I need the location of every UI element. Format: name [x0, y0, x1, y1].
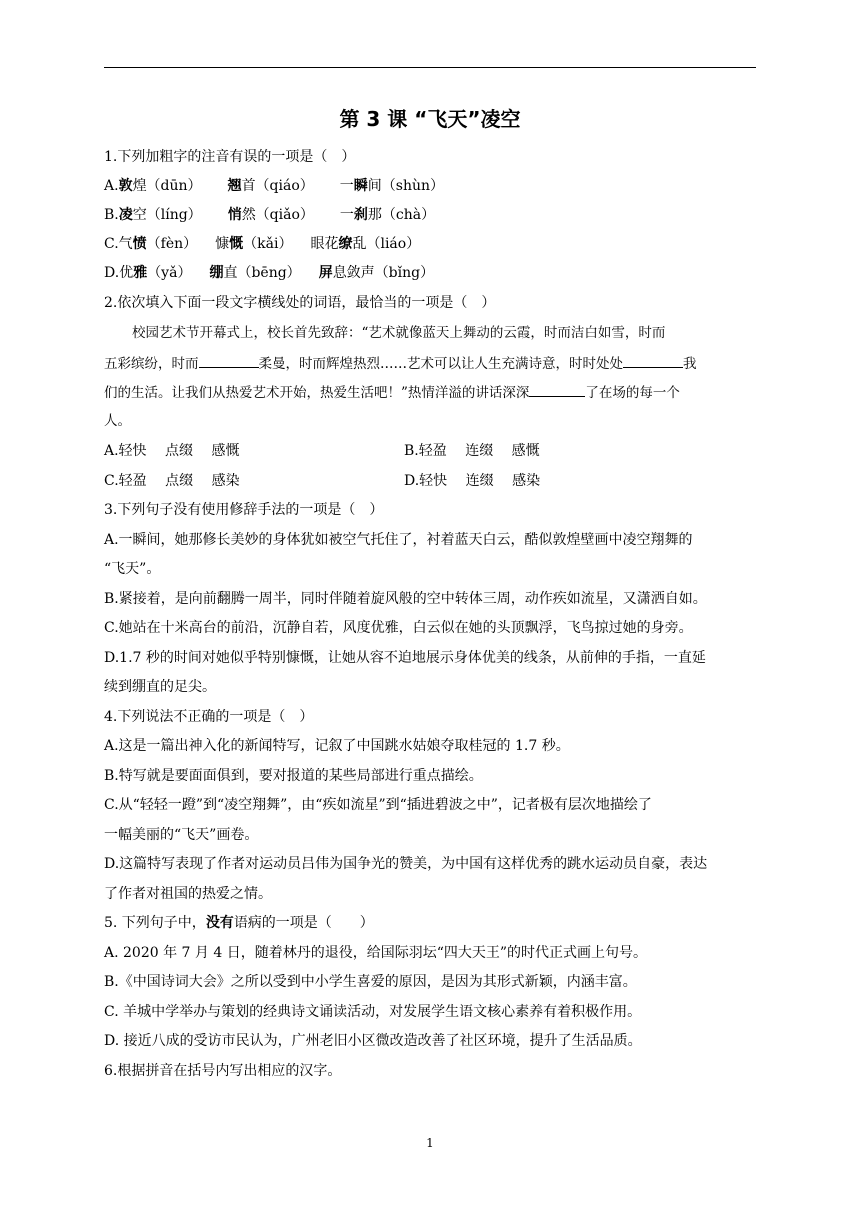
q4-option-d-line-1: D.这篇特写表现了作者对运动员吕伟为国争光的赞美，为中国有这样优秀的跳水运动员自豪，表达: [104, 856, 708, 872]
q5-stem: 5. 下列句子中，没有语病的一项是（ ）: [104, 915, 374, 931]
q2-passage-line-3: 们的生活。让我们从热爱艺术开始，热爱生活吧！”热情洋溢的讲话深深 了在场的每一个: [104, 382, 680, 403]
q4-stem: 4.下列说法不正确的一项是（ ）: [104, 709, 314, 725]
q2-passage-line-1: 校园艺术节开幕式上，校长首先致辞：“艺术就像蓝天上舞动的云霞，时而洁白如雪，时而: [132, 325, 666, 341]
page-number: 1: [426, 1136, 434, 1150]
q3-option-b: B.紧接着，是向前翻腾一周半，同时伴随着旋风般的空中转体三周，动作疾如流星，又潇洒自如。: [104, 591, 707, 607]
q5-option-a: A. 2020 年 7 月 4 日，随着林丹的退役，给国际羽坛“四大天王”的时代正式画上句号。: [104, 945, 648, 961]
q5-option-d: D. 接近八成的受访市民认为，广州老旧小区微改造改善了社区环境，提升了生活品质。: [104, 1033, 642, 1049]
q2-blank-3: [529, 382, 585, 397]
q1-option-a: A.敦煌（dūn） 翘首（qiáo） 一瞬间（shùn）: [104, 178, 445, 194]
q1-option-d: D.优雅（yǎ） 绷直（bēng） 屏息敛声（bǐng）: [104, 265, 435, 281]
q1-option-b: B.凌空（líng） 悄然（qiǎo） 一刹那（chà）: [104, 207, 436, 223]
q3-option-d-line-2: 续到绷直的足尖。: [104, 679, 216, 695]
q2-option-a: A.轻快 点缀 感慨: [104, 443, 240, 459]
q4-option-c-line-2: 一幅美丽的“飞天”画卷。: [104, 827, 259, 843]
q4-option-c-line-1: C.从“轻轻一蹬”到“凌空翔舞”，由“疾如流星”到“插进碧波之中”，记者极有层次地描绘了: [104, 797, 652, 813]
header-rule: [104, 67, 756, 68]
q2-blank-1: [199, 353, 259, 368]
page-title: 第 3 课 “飞天”凌空: [339, 107, 521, 131]
q3-option-c: C.她站在十米高台的前沿，沉静自若，风度优雅，白云似在她的头顶飘浮，飞鸟掠过她的身旁。: [104, 620, 693, 636]
q3-option-a-line-1: A.一瞬间，她那修长美妙的身体犹如被空气托住了，衬着蓝天白云，酷似敦煌壁画中凌空翔舞的: [104, 532, 693, 548]
q3-stem: 3.下列句子没有使用修辞手法的一项是（ ）: [104, 502, 384, 518]
q2-passage-line-2: 五彩缤纷，时而 柔曼，时而辉煌热烈……艺术可以让人生充满诗意，时时处处 我: [104, 353, 697, 374]
q4-option-b: B.特写就是要面面俱到，要对报道的某些局部进行重点描绘。: [104, 768, 483, 784]
q5-option-c: C. 羊城中学举办与策划的经典诗文诵读活动，对发展学生语文核心素养有着积极作用。: [104, 1004, 642, 1020]
q2-passage-line-4: 人。: [104, 413, 131, 429]
q2-option-d: D.轻快 连缀 感染: [404, 473, 541, 489]
q2-option-c: C.轻盈 点缀 感染: [104, 473, 240, 489]
q4-option-d-line-2: 了作者对祖国的热爱之情。: [104, 886, 272, 902]
q4-option-a: A.这是一篇出神入化的新闻特写，记叙了中国跳水姑娘夺取桂冠的 1.7 秒。: [104, 738, 570, 754]
q2-stem: 2.依次填入下面一段文字横线处的词语，最恰当的一项是（ ）: [104, 295, 496, 311]
q6-stem: 6.根据拼音在括号内写出相应的汉字。: [104, 1063, 342, 1079]
q2-option-b: B.轻盈 连缀 感慨: [404, 443, 540, 459]
q3-option-a-line-2: “飞天”。: [104, 561, 161, 577]
q3-option-d-line-1: D.1.7 秒的时间对她似乎特别慷慨，让她从容不迫地展示身体优美的线条，从前伸的手指，一直延: [104, 650, 706, 666]
q1-option-c: C.气愤（fèn） 慷慨（kǎi） 眼花缭乱（liáo）: [104, 236, 421, 252]
q5-option-b: B.《中国诗词大会》之所以受到中小学生喜爱的原因，是因为其形式新颖，内涵丰富。: [104, 974, 637, 990]
q2-blank-2: [623, 353, 683, 368]
q1-stem: 1.下列加粗字的注音有误的一项是（ ）: [104, 149, 356, 165]
